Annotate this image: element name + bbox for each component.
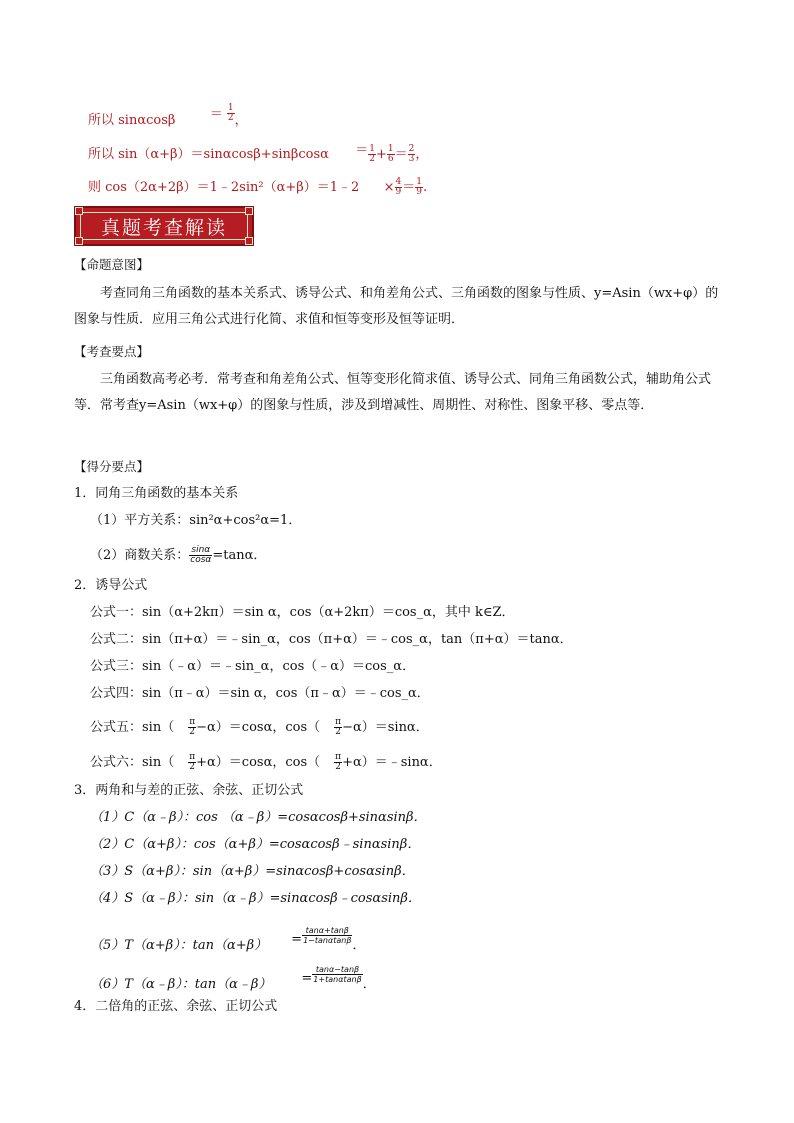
fraction: $\frac{1}{2}$ <box>227 103 234 123</box>
formula-cos-sum: （2）C（α+β）：cos（α+β）=cosαcosβ﹣sinαsinβ． <box>90 837 421 852</box>
derivation-text: 则 cos（2α+2β）＝1﹣2sin²（α+β）＝1﹣2 <box>88 180 360 195</box>
formula-quotient-relation: （2）商数关系： $\frac{\sin\alpha}{\cos\alpha}$ =tanα． <box>90 545 267 565</box>
fraction: $\frac{1}{2}$ <box>369 144 375 164</box>
list-item-title: 2．诱导公式 <box>74 578 148 593</box>
equals-sign: ＝ <box>209 107 223 122</box>
derivation-line-2: 所以 sin（α+β）＝sinαcosβ+sinβcosα ＝ $\frac{1}{2}$ + $\frac{1}{6}$ ＝ $\frac{2}{3}$ ， <box>88 143 429 164</box>
fraction: $\frac{\tan\alpha-\tan\beta}{1+\tan\alpha\tan\beta}$ <box>313 965 362 984</box>
formula-induction-5: 公式五：sin（ $\frac{\pi}{2}$ −α）＝cosα，cos（ $\frac{\pi}{2}$ −α）＝sinα． <box>90 717 429 737</box>
key-points-paragraph: 三角函数高考必考．常考查和角差角公式、恒等变形化简求值、诱导公式、同角三角函数公式，辅助角公式等．常考查y=Asin（wx+φ）的图象与性质，涉及到增减性、周期性、对称性、图象平移、零点等． <box>74 372 712 413</box>
derivation-text: 所以 sin（α+β）＝sinαcosβ+sinβcosα <box>88 147 329 162</box>
derivation-text: 所以 sinαcosβ <box>88 113 176 128</box>
heading-score-points: 【得分要点】 <box>74 459 150 474</box>
fraction: $\frac{2}{3}$ <box>408 144 415 164</box>
fraction: $\frac{1}{6}$ <box>387 144 394 164</box>
formula-induction-2: 公式二：sin（π+α）＝﹣sin_α，cos（π+α）＝﹣cos_α，tan（π+α）＝tanα． <box>90 632 573 647</box>
section-banner <box>74 206 254 246</box>
intent-paragraph: 考查同角三角函数的基本关系式、诱导公式、和角差角公式、三角函数的图象与性质、y=Asin（wx+φ）的图象与性质．应用三角公式进行化简、求值和恒等变形及恒等证明． <box>74 286 719 327</box>
list-item-title: 1．同角三角函数的基本关系 <box>74 486 239 501</box>
formula-square-relation: （1）平方关系：sin²α+cos²α=1． <box>90 513 302 528</box>
fraction: $\frac{1}{9}$ <box>416 177 422 197</box>
fraction: $\frac{\tan\alpha+\tan\beta}{1-\tan\alpha\tan\beta}$ <box>303 926 352 945</box>
fraction: $\frac{\sin\alpha}{\cos\alpha}$ <box>190 545 212 565</box>
fraction: $\frac{\pi}{2}$ <box>189 752 196 772</box>
formula-tan-sum: （5）T（α+β）：tan（α+β） = $\frac{\tan\alpha+\tan\beta}{1-\tan\alpha\tan\beta}$ ． <box>90 926 366 953</box>
formula-induction-3: 公式三：sin（﹣α）＝﹣sin_α，cos（﹣α）＝cos_α． <box>90 659 416 674</box>
fraction: $\frac{\pi}{2}$ <box>335 717 342 737</box>
derivation-line-3: 则 cos（2α+2β）＝1﹣2sin²（α+β）＝1﹣2 × $\frac{4}{9}$ ＝ $\frac{1}{9}$ . <box>88 177 428 197</box>
formula-cos-diff: （1）C（α﹣β）：cos （α﹣β）=cosαcosβ+sinαsinβ． <box>90 810 427 825</box>
heading-intent: 【命题意图】 <box>74 257 150 272</box>
fraction: $\frac{\pi}{2}$ <box>189 717 196 737</box>
derivation-line-1: 所以 sinαcosβ ＝ $\frac{1}{2}$ ， <box>88 103 248 128</box>
formula-induction-4: 公式四：sin（π﹣α）＝sin α，cos（π﹣α）＝﹣cos_α． <box>90 686 430 701</box>
formula-induction-1: 公式一：sin（α+2kπ）＝sin α，cos（α+2kπ）＝cos_α，其中 k∈Z． <box>90 605 515 620</box>
formula-sin-diff: （4）S（α﹣β）：sin（α﹣β）=sinαcosβ﹣cosαsinβ． <box>90 891 421 906</box>
formula-sin-sum: （3）S（α+β）：sin（α+β）=sinαcosβ+cosαsinβ． <box>90 864 415 879</box>
formula-induction-6: 公式六：sin（ $\frac{\pi}{2}$ +α）＝cosα，cos（ $\frac{\pi}{2}$ +α）＝﹣sinα． <box>90 752 442 772</box>
list-item-title: 4．二倍角的正弦、余弦、正切公式 <box>74 999 278 1014</box>
heading-key-points: 【考查要点】 <box>74 344 150 359</box>
fraction: $\frac{\pi}{2}$ <box>335 752 342 772</box>
formula-tan-diff: （6）T（α﹣β）：tan（α﹣β） = $\frac{\tan\alpha-\tan\beta}{1+\tan\alpha\tan\beta}$ ． <box>90 965 376 992</box>
banner-title: 真题考查解读 <box>100 217 227 239</box>
fraction: $\frac{4}{9}$ <box>395 177 402 197</box>
list-item-title: 3．两角和与差的正弦、余弦、正切公式 <box>74 783 304 798</box>
